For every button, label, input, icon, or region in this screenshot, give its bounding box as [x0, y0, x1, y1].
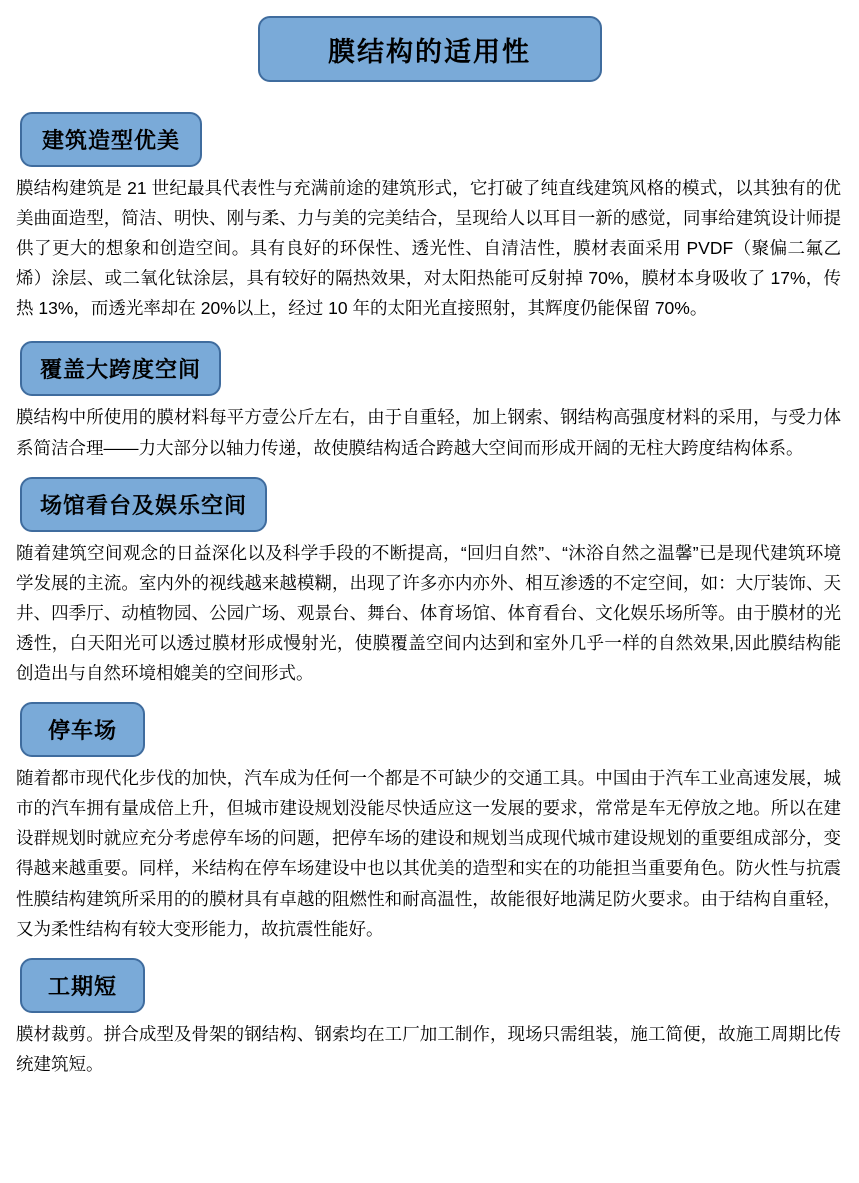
section-body-5: 膜材裁剪。拼合成型及骨架的钢结构、钢索均在工厂加工制作，现场只需组装，施工简便，故施工周期比传统建筑短。: [16, 1023, 841, 1074]
section-5: [12, 958, 847, 1079]
section-heading-3: 场馆看台及娱乐空间: [20, 477, 267, 532]
section-heading-1: 建筑造型优美: [20, 112, 202, 167]
document-title-container: [12, 16, 847, 82]
section-body-4: 随着都市现代化步伐的加快，汽车成为任何一个都是不可缺少的交通工具。中国由于汽车工业高速发展，城市的汽车拥有量成倍上升，但城市建设规划没能尽快适应这一发展的要求，常常是车无停放之地。所以在建设群规划时就应充分考虑停车场的问题，把停车场的建设和规划当成现代城市建设规划的重要组成部分，变得越来越重要。同样，米结构在停车场建设中也以其优美的造型和实在的功能担当重要角色。防火性与抗震性膜结构建筑所采用的的膜材具有卓越的阻燃性和耐高温性，故能很好地满足防火要求。由于结构自重轻，又为柔性结构有较大变形能力，故抗震性能好。: [16, 768, 841, 939]
section-4: [12, 702, 847, 944]
section-heading-5: 工期短: [20, 958, 145, 1013]
section-2: [12, 341, 847, 462]
section-3: [12, 477, 847, 688]
section-body-2: 膜结构中所使用的膜材料每平方壹公斤左右，由于自重轻，加上钢索、钢结构高强度材料的采用，与受力体系简洁合理——力大部分以轴力传递，故使膜结构适合跨越大空间而形成开阔的无柱大跨度结构体系。: [16, 407, 841, 458]
section-1: [12, 112, 847, 323]
section-body-3: 随着建筑空间观念的日益深化以及科学手段的不断提高，“回归自然”、“沐浴自然之温馨”已是现代建筑环境学发展的主流。室内外的视线越来越模糊，出现了许多亦内亦外、相互渗透的不定空间，如：大厅装饰、天井、四季厅、动植物园、公园广场、观景台、舞台、体育场馆、体育看台、文化娱乐场所等。由于膜材的光透性，白天阳光可以透过膜材形成慢射光，使膜覆盖空间内达到和室外几乎一样的自然效果,因此膜结构能创造出与自然环境相媲美的空间形式。: [16, 542, 841, 684]
section-body-1: 膜结构建筑是 21 世纪最具代表性与充满前途的建筑形式，它打破了纯直线建筑风格的模式，以其独有的优美曲面造型，简洁、明快、刚与柔、力与美的完美结合，呈现给人以耳目一新的感觉，同事给建筑设计师提供了更大的想象和创造空间。具有良好的环保性、透光性、自清洁性，膜材表面采用 PVDF（聚偏二氟乙烯）涂层、或二氧化钛涂层，具有较好的隔热效果，对太阳热能可反射掉 70%，膜材本身吸收了 17%，传热 13%，而透光率却在 20%以上，经过 10 年的太阳光直接照射，其辉度仍能保留 70%。: [16, 178, 841, 319]
section-heading-2: 覆盖大跨度空间: [20, 341, 221, 396]
section-heading-4: 停车场: [20, 702, 145, 757]
page-title: 膜结构的适用性: [258, 16, 602, 82]
